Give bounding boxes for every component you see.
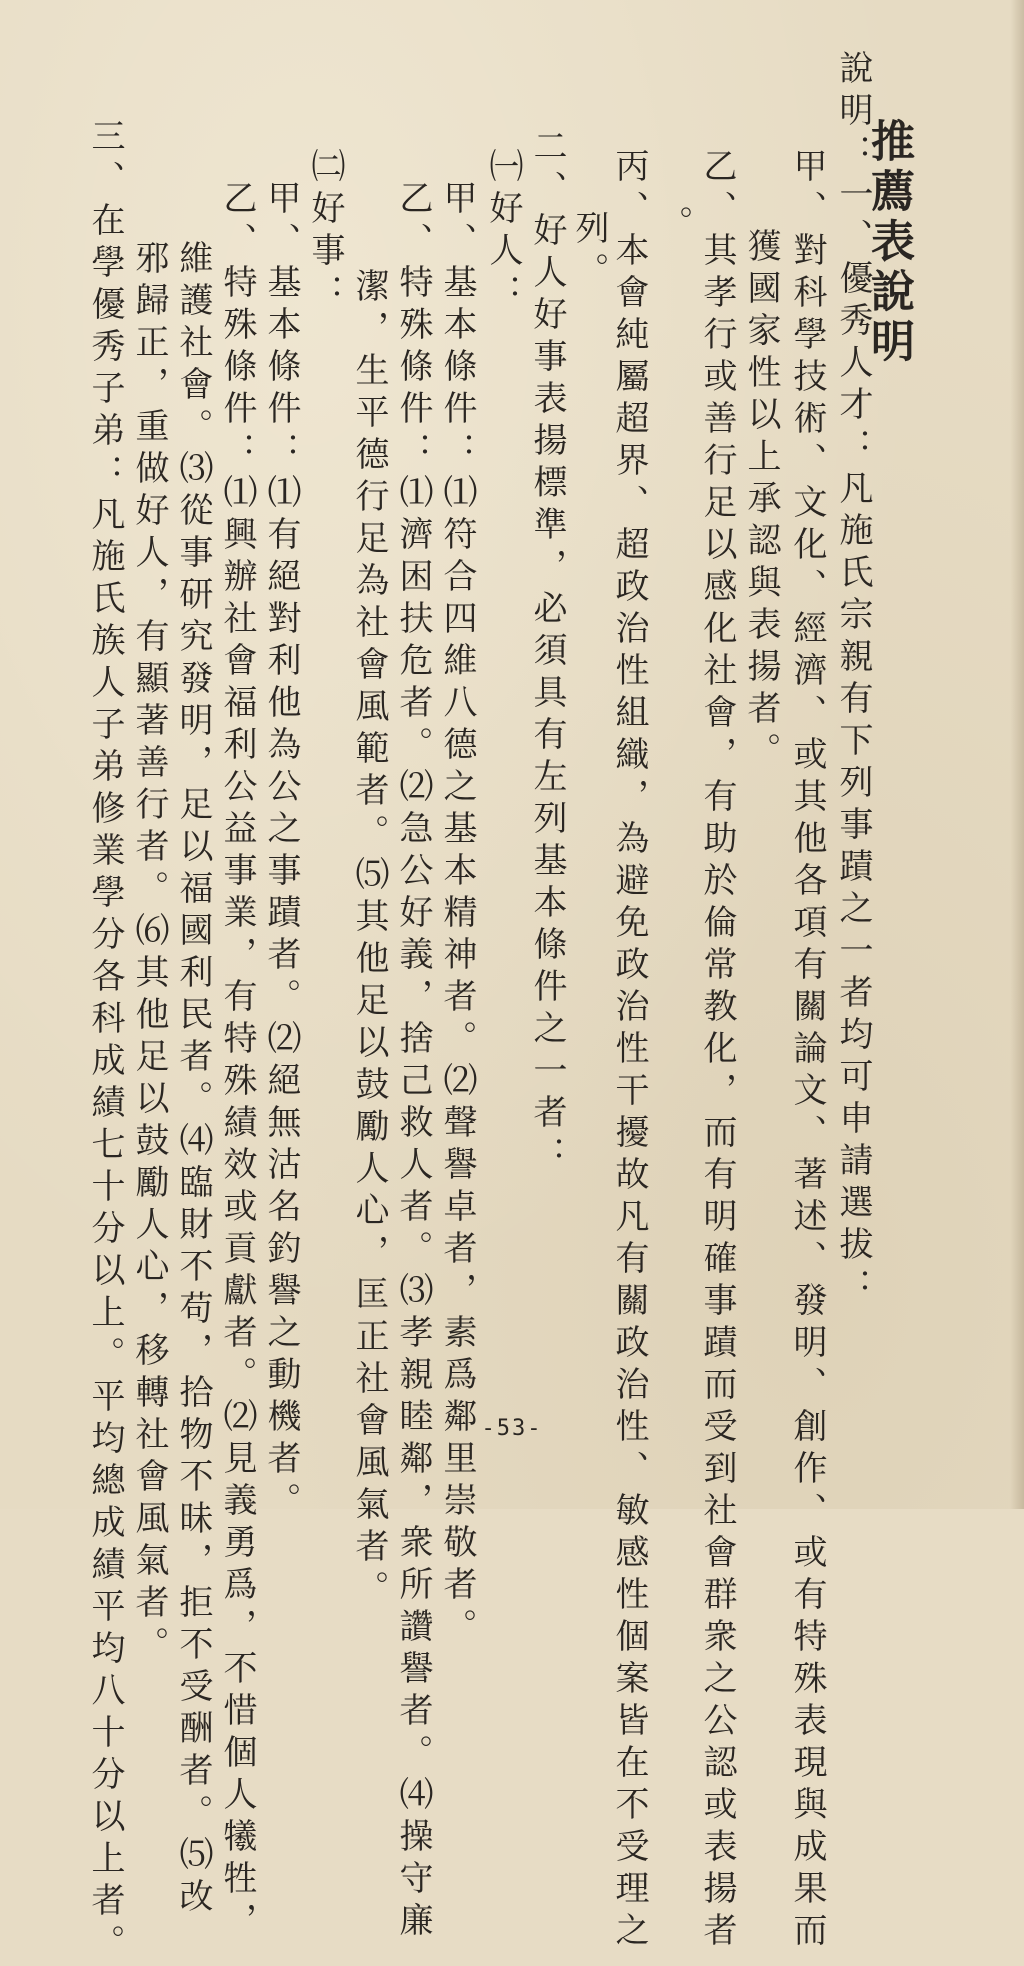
body-line-5: 。 — [653, 205, 693, 247]
page-number: -53- — [481, 1416, 543, 1441]
body-line-2: 甲、對科學技術、文化、經濟、或其他各項有關論文、著述、發明、創作、或有特殊表現與成果而 — [787, 148, 827, 1954]
body-line-11: 乙、特殊條件：⑴濟困扶危者。⑵急公好義，捨己救人者。⑶孝親睦鄰，衆所讚譽者。⑷操守廉 — [393, 180, 433, 1944]
body-line-12: 潔，生平德行足為社會風範者。⑸其他足以鼓勵人心，匡正社會風氣者。 — [349, 268, 389, 1612]
body-line-4: 乙、其孝行或善行足以感化社會，有助於倫常教化，而有明確事蹟而受到社會群衆之公認或表揚者 — [697, 148, 737, 1954]
body-line-8: 二、好人好事表揚標準，必須具有左列基本條件之一者： — [527, 128, 567, 1178]
page-edge-shadow — [1010, 0, 1024, 1509]
body-line-18: 三、在學優秀子弟：凡施氏族人子弟修業學分各科成績七十分以上。平均總成績平均八十分以上者。 — [85, 118, 125, 1966]
body-line-10: 甲、基本條件：⑴符合四維八德之基本精神者。⑵聲譽卓者，素爲鄰里崇敬者。 — [437, 180, 477, 1650]
body-line-14: 甲、基本條件：⑴有絕對利他為公之事蹟者。⑵絕無沽名釣譽之動機者。 — [261, 180, 301, 1524]
page-title: 推薦表說明 — [863, 118, 914, 368]
body-line-1: 說明：一、優秀人才：凡施氏宗親有下列事蹟之一者均可申請選拔： — [833, 50, 873, 1310]
body-line-16: 維護社會。⑶從事研究發明，足以福國利民者。⑷臨財不苟，拾物不昧，拒不受酬者。⑸改 — [173, 240, 213, 1920]
body-line-6: 丙、本會純屬超界、超政治性組織，為避免政治性干擾故凡有關政治性、敏感性個案皆在不受理之 — [609, 148, 649, 1954]
body-line-13: ㈡好事： — [305, 148, 345, 316]
body-line-3: 獲國家性以上承認與表揚者。 — [741, 228, 781, 774]
body-line-9: ㈠好人： — [483, 148, 523, 316]
body-line-7: 列。 — [569, 210, 609, 294]
body-line-15: 乙、特殊條件：⑴興辦社會福利公益事業，有特殊績效或貢獻者。⑵見義勇爲，不惜個人犧牲， — [217, 180, 257, 1944]
body-line-17: 邪歸正，重做好人，有顯著善行者。⑹其他足以鼓勵人心，移轉社會風氣者。 — [129, 240, 169, 1668]
